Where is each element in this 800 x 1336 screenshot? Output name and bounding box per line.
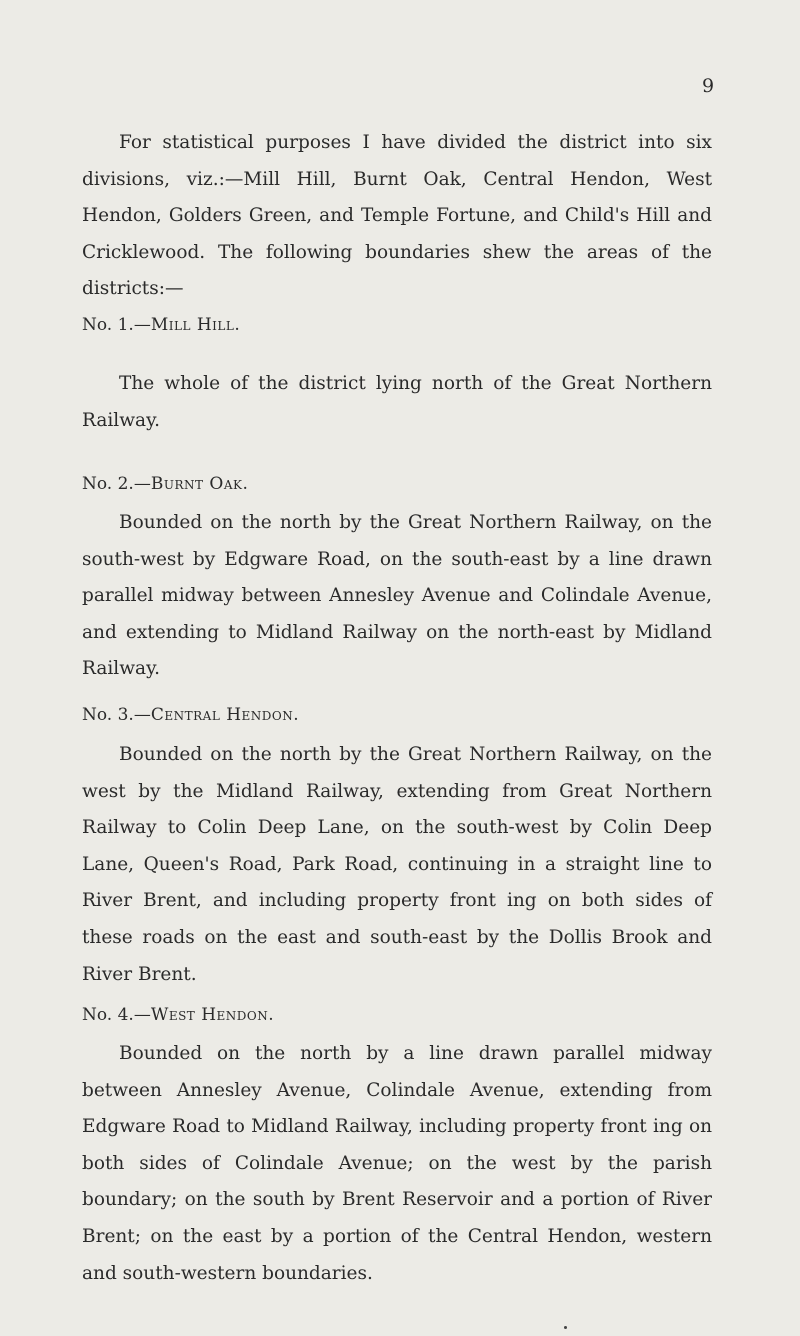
district-2-heading [82, 473, 248, 495]
district-3-heading [82, 704, 299, 726]
intro-paragraph: For statistical purposes I have divided the district into six divisions, viz.:—Mill Hill, Burnt Oak, Central Hendon, West Hendon, Golders Green, and Temple Fortune, and Child's Hill and Cricklewood. The following boundaries shew the areas of the districts:— [82, 132, 712, 300]
district-4-description: Bounded on the north by a line drawn parallel midway between Annesley Avenue, Colindale Avenue, extending from Edgware Road to Midland Railway, including property front ing on both sides of Colindale Avenue; on the west by the parish boundary; on the south by Brent Reservoir and a portion of River Brent; on the east by a portion of the Central Hendon, western and south-western boundaries. [82, 1043, 712, 1284]
district-3-number: No. 3.— [82, 705, 151, 725]
district-3-name: Central Hendon. [150, 705, 300, 725]
ink-speck [564, 1326, 567, 1329]
district-4-name: West Hendon. [150, 1005, 275, 1025]
district-1-number: No. 1.— [82, 315, 151, 335]
district-1-description: The whole of the district lying north of the Great Northern Railway. [82, 373, 712, 431]
district-4-heading [82, 1004, 274, 1026]
district-1-heading [82, 314, 240, 336]
district-4-number: No. 4.— [82, 1005, 151, 1025]
district-2-number: No. 2.— [82, 474, 151, 494]
page-number: 9 [702, 75, 715, 97]
district-3-description: Bounded on the north by the Great Northern Railway, on the west by the Midland Railway, extending from Great Northern Railway to Colin Deep Lane, on the south-west by Colin Deep Lane, Queen's Road, Park Road, continuing in a straight line to River Brent, and including property front ing on both sides of these roads on the east and south-east by the Dollis Brook and River Brent. [82, 744, 712, 985]
district-2-name: Burnt Oak. [150, 474, 249, 494]
district-1-name: Mill Hill. [150, 315, 241, 335]
district-2-description: Bounded on the north by the Great Northern Railway, on the south-west by Edgware Road, on the south-east by a line drawn parallel midway between Annesley Avenue and Colindale Avenue, and extending to Midland Railway on the north-east by Midland Railway. [82, 512, 712, 680]
